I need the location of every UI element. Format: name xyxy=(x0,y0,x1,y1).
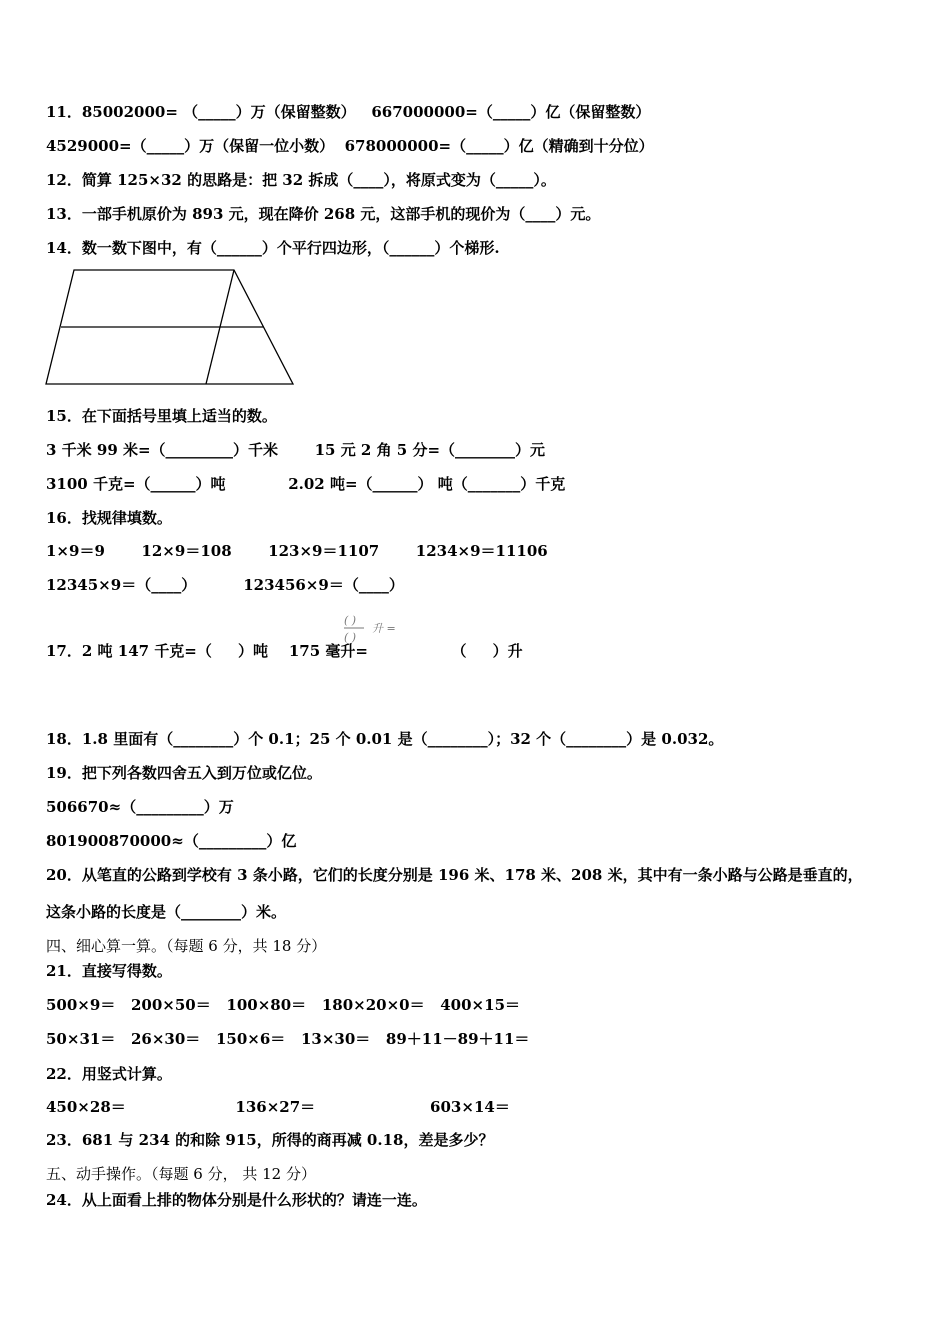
question-22-problems: 450×28＝ 136×27＝ 603×14＝ xyxy=(46,1098,510,1116)
question-23: 23．681 与 234 的和除 915，所得的商再减 0.18，差是多少？ xyxy=(46,1131,494,1149)
question-16: 16．找规律填数。 xyxy=(46,509,172,527)
question-24: 24．从上面看上排的物体分别是什么形状的？请连一连。 xyxy=(46,1191,427,1209)
question-16-pattern: 1×9＝9 12×9＝108 123×9＝1107 1234×9＝11106 xyxy=(46,542,548,560)
question-20-line-2: 这条小路的长度是（________）米。 xyxy=(46,903,287,921)
fraction-unit: 升 = xyxy=(372,622,396,635)
svg-text:( ): ( ) xyxy=(344,631,357,644)
question-11-line-2: 4529000=（_____）万（保留一位小数） 678000000=（_____）亿（精确到十分位） xyxy=(46,137,654,155)
question-13: 13．一部手机原价为 893 元，现在降价 268 元，这部手机的现价为（____）元。 xyxy=(46,205,601,223)
section-5-heading: 五、动手操作。（每题 6 分， 共 12 分） xyxy=(46,1165,316,1183)
section-4-heading: 四、细心算一算。（每题 6 分，共 18 分） xyxy=(46,937,327,955)
question-17: 17．2 吨 147 千克=（ ）吨 175 毫升= （ ）升 xyxy=(46,642,523,660)
question-20-line-1: 20．从笔直的公路到学校有 3 条小路，它们的长度分别是 196 米、178 米、208 米，其中有一条小路与公路是垂直的， xyxy=(46,866,863,884)
question-14: 14．数一数下图中，有（______）个平行四边形，（______）个梯形. xyxy=(46,239,500,257)
svg-text:( ): ( ) xyxy=(344,614,357,627)
question-15-line-2: 3100 千克=（______）吨 2.02 吨=（______） 吨（_______）千克 xyxy=(46,475,566,493)
question-21-line-1: 500×9＝ 200×50＝ 100×80＝ 180×20×0＝ 400×15＝ xyxy=(46,996,521,1014)
question-19-line-1: 506670≈（_________）万 xyxy=(46,798,234,816)
question-16-blanks: 12345×9＝（____） 123456×9＝（____） xyxy=(46,576,404,594)
question-19-line-2: 801900870000≈（_________）亿 xyxy=(46,832,297,850)
question-15-line-1: 3 千米 99 米=（_________）千米 15 元 2 角 5 分=（________）元 xyxy=(46,441,546,459)
question-11-line-1: 11．85002000= （_____）万（保留整数） 667000000=（_____）亿（保留整数） xyxy=(46,103,651,121)
question-22: 22．用竖式计算。 xyxy=(46,1065,172,1083)
question-12: 12．简算 125×32 的思路是：把 32 拆成（____），将原式变为（_____）。 xyxy=(46,171,556,189)
question-19: 19．把下列各数四舍五入到万位或亿位。 xyxy=(46,764,322,782)
trapezoid-figure xyxy=(44,266,298,390)
question-21-line-2: 50×31＝ 26×30＝ 150×6＝ 13×30＝ 89＋11－89＋11＝ xyxy=(46,1030,530,1048)
question-18: 18．1.8 里面有（________）个 0.1；25 个 0.01 是（________）；32 个（________）是 0.032。 xyxy=(46,730,724,748)
question-21: 21．直接写得数。 xyxy=(46,962,172,980)
question-15: 15．在下面括号里填上适当的数。 xyxy=(46,407,277,425)
